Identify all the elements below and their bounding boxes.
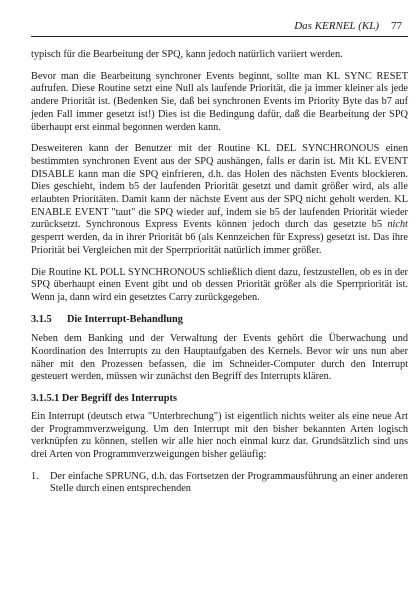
section-title: Die Interrupt-Behandlung	[67, 313, 183, 325]
subsection-title: Der Begriff des Interrupts	[61, 393, 177, 405]
list-item	[31, 471, 408, 496]
section-number: 3.1.5	[31, 313, 52, 325]
emphasis-nicht: nicht	[387, 219, 408, 231]
header-rule	[31, 36, 408, 37]
paragraph-3-text-b: gesperrt werden, da in ihrer Priorität b6 (als Kennzeichen für Express) gesetzt ist. Das ihre Priorität bei Vergleichen mit der Sperrpriorität natürlich immer größer.	[31, 232, 408, 256]
paragraph-2: Bevor man die Bearbeitung synchroner Events beginnt, sollte man KL SYNC RESET aufrufen. Diese Routine setzt eine Null als laufende Priorität, die ja immer kleiner als jede andere Priorität ist. (Bedenken Sie, daß bei synchronen Events im Priority Byte das b7 auf jeden Fall immer gesetzt ist!) Dies ist die Bedingung dafür, daß die Bearbeitung der SPQ überhaupt erst einmal begonnen werden kann.	[31, 70, 408, 133]
section-heading	[31, 314, 408, 327]
paragraph-3	[31, 143, 408, 257]
page-number: 77	[391, 20, 402, 32]
list-item-text: Der einfache SPRUNG, d.h. das Fortsetzen der Programmausführung an einer anderen Stelle durch einen entsprechenden	[50, 470, 408, 495]
subsection-heading	[31, 393, 408, 406]
paragraph-6: Ein Interrupt (deutsch etwa "Unterbrechung") ist eigentlich nichts weiter als eine neue Art der Programmverzweigung. Um den Interrupt mit den bisher bekannten Arten logisch verknüpfen zu können, stellen wir alle hier noch einmal kurz dar. Grundsätzlich sind uns drei Arten von Programmverzweigungen bisher geläufig:	[31, 410, 408, 460]
paragraph-3-text-a: Desweiteren kann der Benutzer mit der Routine KL DEL SYNCHRONOUS einen bestimmten synchronen Event aus der SPQ aushängen, falls er darin ist. Mit KL EVENT DISABLE kann man die SPQ einfrieren, d.h. das Holen des nächsten Events blockieren. Dies geschieht, indem b5 der laufenden Priorität gesetzt und damit größer wird, als alle erlaubten Prioritäten. Damit kann der nächste Event aus der SPQ nicht geholt werden. KL ENABLE EVENT "taut" die SPQ wieder auf, indem sie b5 der laufenden Priorität wieder zurücksetzt. Synchronous Express Events können jedoch durch das gesetzte b5	[31, 143, 408, 231]
paragraph-4: Die Routine KL POLL SYNCHRONOUS schließlich dient dazu, festzustellen, ob es in der SPQ überhaupt einen Event gibt und ob dessen Priorität größer als die Sperrpriorität ist. Wenn ja, dann wird ein gesetztes Carry zurückgegeben.	[31, 266, 408, 303]
paragraph-1: typisch für die Bearbeitung der SPQ, kann jedoch natürlich variiert werden.	[31, 49, 343, 60]
running-title: Das KERNEL (KL)	[294, 20, 379, 32]
list-item-number: 1.	[31, 470, 39, 482]
paragraph-5: Neben dem Banking und der Verwaltung der Events gehört die Überwachung und Koordination des Interrupts zu den Hauptaufgaben des Kernels. Bevor wir uns nun aber näher mit den Prozessen befassen, die im Schneider-Computer durch den Interrupt gesteuert werden, müssen wir zunächst den Begriff des Interrupts klären.	[31, 333, 408, 383]
subsection-number: 3.1.5.1	[31, 393, 60, 405]
running-header	[31, 20, 402, 33]
